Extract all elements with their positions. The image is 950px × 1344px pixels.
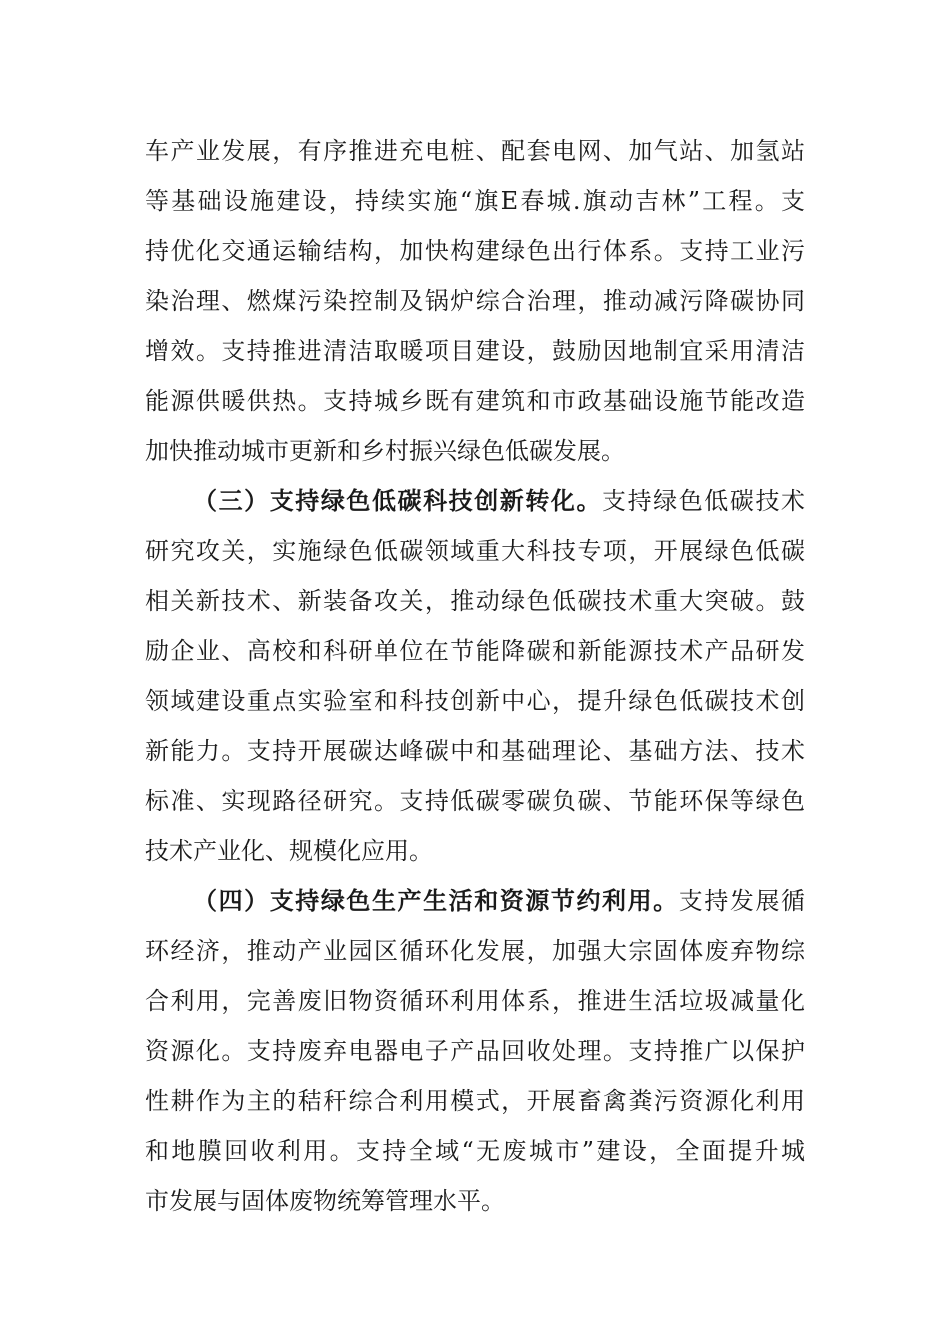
line-text: 研究攻关，实施绿色低碳领域重大科技专项，开展绿色低碳 <box>145 537 805 565</box>
line-text: 能源供暖供热。支持城乡既有建筑和市政基础设施节能改造 <box>145 387 805 415</box>
body-line <box>145 431 805 471</box>
body-line <box>145 1031 805 1071</box>
line-text: 车产业发展，有序推进充电桩、配套电网、加气站、加氢站 <box>145 137 805 165</box>
body-line <box>145 1131 805 1171</box>
body-line <box>145 831 805 871</box>
body-line <box>145 1081 805 1121</box>
body-line <box>145 331 805 371</box>
line-text: 相关新技术、新装备攻关，推动绿色低碳技术重大突破。鼓 <box>145 587 805 615</box>
body-line <box>145 731 805 771</box>
body-line <box>145 931 805 971</box>
line-text: 等基础设施建设，持续实施“旗E春城.旗动吉林”工程。支 <box>145 187 805 215</box>
line-text: 资源化。支持废弃电器电子产品回收处理。支持推广以保护 <box>145 1037 805 1065</box>
body-line <box>145 781 805 821</box>
line-text: 持优化交通运输结构，加快构建绿色出行体系。支持工业污 <box>145 237 805 265</box>
body-line <box>145 981 805 1021</box>
line-text: 加快推动城市更新和乡村振兴绿色低碳发展。 <box>145 437 625 465</box>
line-text: 支持发展循 <box>678 887 806 915</box>
line-text: 新能力。支持开展碳达峰碳中和基础理论、基础方法、技术 <box>145 737 805 765</box>
body-line <box>145 281 805 321</box>
line-text: 励企业、高校和科研单位在节能降碳和新能源技术产品研发 <box>145 637 805 665</box>
body-line <box>145 531 805 571</box>
body-line <box>145 381 805 421</box>
body-line <box>145 631 805 671</box>
line-text: 和地膜回收利用。支持全域“无废城市”建设，全面提升城 <box>145 1137 805 1165</box>
body-line <box>145 581 805 621</box>
section-heading-line <box>193 881 805 921</box>
line-text: 增效。支持推进清洁取暖项目建设，鼓励因地制宜采用清洁 <box>145 337 805 365</box>
body-line <box>145 231 805 271</box>
line-text: 支持绿色低碳技术 <box>602 487 806 515</box>
line-text: 性耕作为主的秸秆综合利用模式，开展畜禽粪污资源化利用 <box>145 1087 805 1115</box>
section-heading-3: （三）支持绿色低碳科技创新转化。 <box>193 486 603 515</box>
line-text: 技术产业化、规模化应用。 <box>145 837 433 865</box>
line-text: 领域建设重点实验室和科技创新中心，提升绿色低碳技术创 <box>145 687 805 715</box>
line-text: 标准、实现路径研究。支持低碳零碳负碳、节能环保等绿色 <box>145 787 805 815</box>
line-text: 市发展与固体废物统筹管理水平。 <box>145 1187 505 1215</box>
body-line <box>145 131 805 171</box>
body-line <box>145 181 805 221</box>
section-heading-4: （四）支持绿色生产生活和资源节约利用。 <box>193 886 679 915</box>
section-heading-line <box>193 481 805 521</box>
body-line <box>145 1181 805 1221</box>
line-text: 合利用，完善废旧物资循环利用体系，推进生活垃圾减量化 <box>145 987 805 1015</box>
line-text: 环经济，推动产业园区循环化发展，加强大宗固体废弃物综 <box>145 937 805 965</box>
line-text: 染治理、燃煤污染控制及锅炉综合治理，推动减污降碳协同 <box>145 287 805 315</box>
body-line <box>145 681 805 721</box>
